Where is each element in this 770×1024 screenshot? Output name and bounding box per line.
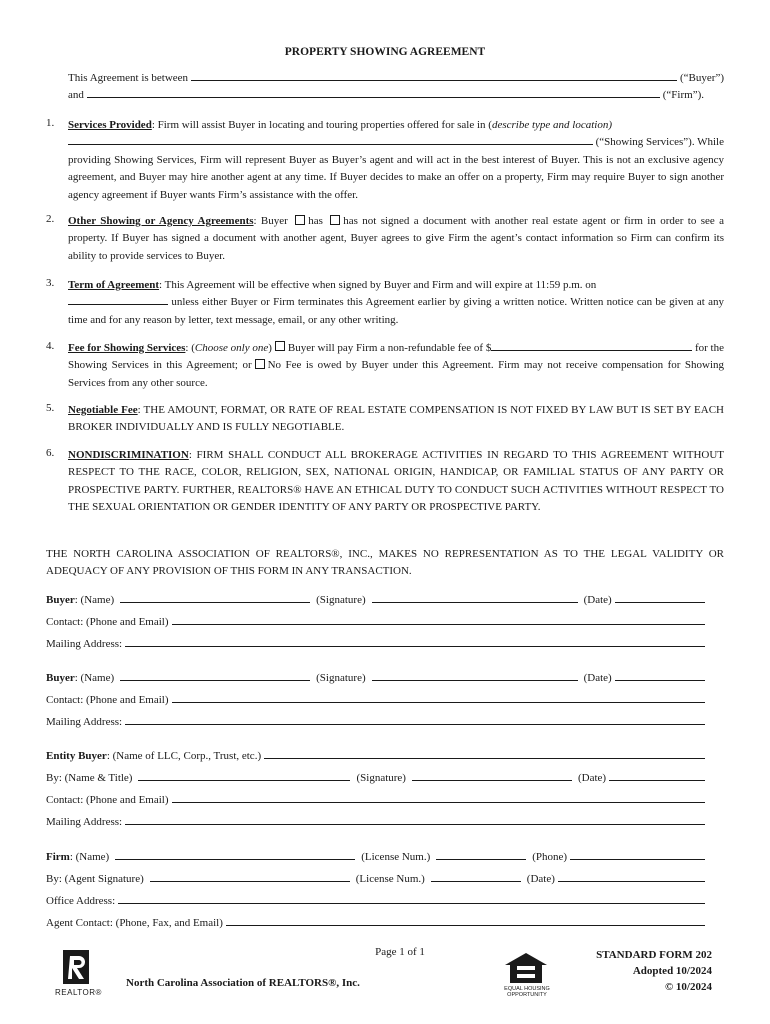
buyer-2-row	[46, 670, 708, 684]
form-adopted: Adopted 10/2024	[632, 965, 712, 977]
entity-signature-blank[interactable]	[412, 770, 572, 781]
buyer-2-name-blank[interactable]	[120, 670, 310, 681]
fee-option-label: Buyer will pay Firm a non-refundable fee of $	[287, 342, 492, 354]
entity-contact-row	[46, 792, 708, 806]
buyer-1-date-blank[interactable]	[615, 592, 705, 603]
has-checkbox[interactable]	[295, 215, 305, 225]
firm-phone-label: (Phone)	[532, 851, 568, 863]
section-4-text-italic: Choose only one	[194, 342, 269, 354]
section-2-text-a: : Buyer	[253, 215, 288, 227]
buyer-2-mailing-row	[46, 714, 708, 728]
entity-mailing-blank[interactable]	[125, 814, 705, 825]
document-title: PROPERTY SHOWING AGREEMENT	[284, 46, 486, 58]
association-name: North Carolina Association of REALTORS®, Inc.	[126, 977, 360, 989]
intro-between-label: This Agreement is between	[68, 72, 189, 84]
entity-mailing-row	[46, 814, 708, 828]
buyer-2-mailing-blank[interactable]	[125, 714, 705, 725]
page-number: Page 1 of 1	[375, 946, 425, 958]
has-label: has	[308, 215, 323, 227]
section-2-heading: Other Showing or Agency Agreements	[68, 215, 254, 227]
entity-contact-blank[interactable]	[172, 792, 706, 803]
no-fee-checkbox[interactable]	[255, 359, 265, 369]
buyer-1-name-label: : (Name)	[74, 594, 115, 606]
section-4-text-a2: )	[268, 342, 272, 354]
agent-signature-row	[46, 871, 708, 885]
office-address-blank[interactable]	[118, 893, 705, 904]
agent-signature-label: By: (Agent Signature)	[46, 873, 144, 885]
section-2-text-b: has not signed a document with another real estate agent or firm in order to see a property. If Buyer has signed a document with another agent, Buyer agrees to give Firm the agent’s contact information so Firm can confirm its ability to provide services to Buyer.	[68, 215, 725, 262]
buyer-1-mailing-row	[46, 636, 708, 650]
realtor-logo-text: REALTOR®	[55, 988, 102, 997]
entity-date-label: (Date)	[577, 772, 607, 784]
section-1-number: 1.	[46, 117, 55, 129]
buyer-1-contact-blank[interactable]	[172, 614, 706, 625]
expiration-date-blank[interactable]	[68, 294, 168, 305]
intro-and-label: and	[68, 89, 84, 101]
section-5-heading: Negotiable Fee	[68, 404, 138, 416]
section-3	[68, 277, 724, 329]
section-5-number: 5.	[46, 402, 55, 414]
entity-buyer-label: Entity Buyer	[46, 750, 107, 762]
entity-mailing-label: Mailing Address:	[46, 816, 123, 828]
buyer-2-date-label: (Date)	[583, 672, 612, 684]
entity-buyer-name-blank[interactable]	[264, 748, 705, 759]
agent-contact-label: Agent Contact: (Phone, Fax, and Email)	[46, 917, 223, 929]
agent-signature-blank[interactable]	[150, 871, 350, 882]
buyer-1-name-blank[interactable]	[120, 592, 310, 603]
buyer-2-label: Buyer	[46, 672, 75, 684]
agent-contact-blank[interactable]	[226, 915, 705, 926]
buyer-1-row	[46, 592, 708, 606]
form-copyright: © 10/2024	[664, 981, 712, 993]
buyer-2-signature-label: (Signature)	[316, 672, 366, 684]
buyer-1-date-label: (Date)	[583, 594, 612, 606]
entity-buyer-row	[46, 748, 708, 762]
form-name: STANDARD FORM 202	[596, 949, 712, 961]
buyer-1-mailing-blank[interactable]	[125, 636, 705, 647]
buyer-1-contact-row	[46, 614, 708, 628]
no-fee-option-label: No Fee is owed by Buyer under this Agreement. Firm may not receive compensation for Showing Services from any other source.	[68, 359, 724, 389]
firm-name-label: : (Name)	[69, 851, 110, 863]
section-3-text-a: : This Agreement will be effective when signed by Buyer and Firm and will expire at 11:59 p.m. on	[159, 279, 597, 291]
buyer-1-contact-label: Contact: (Phone and Email)	[46, 616, 169, 628]
buyer-2-name-label: : (Name)	[74, 672, 115, 684]
agent-contact-row	[46, 915, 708, 929]
section-3-text-b: unless either Buyer or Firm terminates this Agreement earlier by giving a written notice. Written notice can be given at any time and for any reason by letter, text message, email, or any other writing.	[68, 296, 724, 326]
buyer-2-mailing-label: Mailing Address:	[46, 716, 123, 728]
section-5	[68, 402, 724, 437]
buyer-2-signature-blank[interactable]	[372, 670, 578, 681]
entity-by-blank[interactable]	[138, 770, 350, 781]
fee-checkbox[interactable]	[275, 341, 285, 351]
buyer-name-blank[interactable]	[191, 70, 677, 81]
has-not-checkbox[interactable]	[330, 215, 340, 225]
section-1-text-c: providing Showing Services, Firm will represent Buyer as Buyer’s agent and will act in the best interest of Buyer. This is not an exclusive agency agreement, and Buyer may hire another agent at any time. If Buyer decides to make an offer on a property, Firm may require Buyer to sign another agency agreement if Buyer wants Firm’s assistance with the offer.	[68, 153, 724, 201]
section-2	[68, 213, 724, 265]
firm-phone-blank[interactable]	[570, 849, 705, 860]
section-4-number: 4.	[46, 340, 55, 352]
buyer-1-mailing-label: Mailing Address:	[46, 638, 123, 650]
fee-amount-blank[interactable]	[491, 340, 692, 351]
intro-firm-label: (“Firm”).	[662, 89, 704, 101]
firm-license-label: (License Num.)	[361, 851, 431, 863]
intro-line-firm	[68, 87, 704, 101]
form-info	[596, 947, 712, 995]
entity-signature-label: (Signature)	[356, 772, 406, 784]
office-address-row	[46, 893, 708, 907]
entity-by-row	[46, 770, 708, 784]
section-4-text-a: : (	[185, 342, 195, 354]
section-1	[68, 117, 724, 204]
section-5-text: : THE AMOUNT, FORMAT, OR RATE OF REAL ESTATE COMPENSATION IS NOT FIXED BY LAW BUT IS SET BY EACH BROKER INDIVIDUALLY AND IS FULLY NEGOTIABLE.	[68, 404, 725, 434]
firm-row	[46, 849, 708, 863]
intro-line-buyer	[68, 70, 724, 84]
buyer-2-date-blank[interactable]	[615, 670, 705, 681]
buyer-1-signature-label: (Signature)	[316, 594, 366, 606]
section-4-text-b: Showing Services in this Agreement; or	[68, 359, 252, 372]
entity-by-label: By: (Name & Title)	[46, 772, 133, 784]
fee-option-suffix: for the	[694, 342, 724, 354]
agent-license-blank[interactable]	[431, 871, 521, 882]
section-6-heading: NONDISCRIMINATION	[68, 449, 189, 461]
buyer-2-contact-label: Contact: (Phone and Email)	[46, 694, 169, 706]
firm-label: Firm	[46, 851, 70, 863]
section-1-text-italic: describe type and location)	[491, 119, 612, 131]
agent-date-label: (Date)	[526, 873, 555, 885]
firm-name-blank[interactable]	[87, 87, 660, 98]
section-4-heading: Fee for Showing Services	[68, 342, 186, 354]
section-3-heading: Term of Agreement	[68, 279, 160, 291]
buyer-2-contact-row	[46, 692, 708, 706]
buyer-1-label: Buyer	[46, 594, 75, 606]
section-3-number: 3.	[46, 277, 55, 289]
buyer-1-signature-blank[interactable]	[372, 592, 578, 603]
section-6-number: 6.	[46, 447, 55, 459]
entity-date-blank[interactable]	[609, 770, 705, 781]
section-1-heading: Services Provided	[68, 119, 152, 131]
section-4	[68, 340, 724, 392]
section-1-text-b: (“Showing Services”). While	[595, 136, 724, 149]
section-6	[68, 447, 724, 517]
section-1-text-a: : Firm will assist Buyer in locating and touring properties offered for sale in (	[151, 119, 492, 131]
showing-services-blank[interactable]	[68, 134, 593, 145]
section-2-number: 2.	[46, 213, 55, 225]
equal-housing-text: EQUAL HOUSING OPPORTUNITY	[504, 986, 550, 998]
buyer-2-contact-blank[interactable]	[172, 692, 706, 703]
section-6-text: : FIRM SHALL CONDUCT ALL BROKERAGE ACTIVITIES IN REGARD TO THIS AGREEMENT WITHOUT RESPECT TO THE RACE, COLOR, RELIGION, SEX, NATIONAL ORIGIN, HANDICAP, OR FAMILIAL STATUS OF ANY PARTY OR PROSPECTIVE PARTY. FURTHER, REALTORS® HAVE AN ETHICAL DUTY TO CONDUCT SUCH ACTIVITIES WITHOUT RESPECT TO THE SEXUAL ORIENTATION OR GENDER IDENTITY OF ANY PARTY OR PROSPECTIVE PARTY.	[68, 449, 724, 514]
office-address-label: Office Address:	[46, 895, 116, 907]
firm-license-blank[interactable]	[436, 849, 526, 860]
disclaimer: THE NORTH CAROLINA ASSOCIATION OF REALTORS®, INC., MAKES NO REPRESENTATION AS TO THE LEGAL VALIDITY OR ADEQUACY OF ANY PROVISION OF THIS FORM IN ANY TRANSACTION.	[46, 548, 724, 578]
entity-contact-label: Contact: (Phone and Email)	[46, 794, 169, 806]
firm-name-blank[interactable]	[115, 849, 355, 860]
agent-date-blank[interactable]	[558, 871, 705, 882]
entity-buyer-name-label: : (Name of LLC, Corp., Trust, etc.)	[106, 750, 262, 762]
agent-license-label: (License Num.)	[355, 873, 425, 885]
intro-buyer-label: (“Buyer”)	[680, 72, 724, 84]
